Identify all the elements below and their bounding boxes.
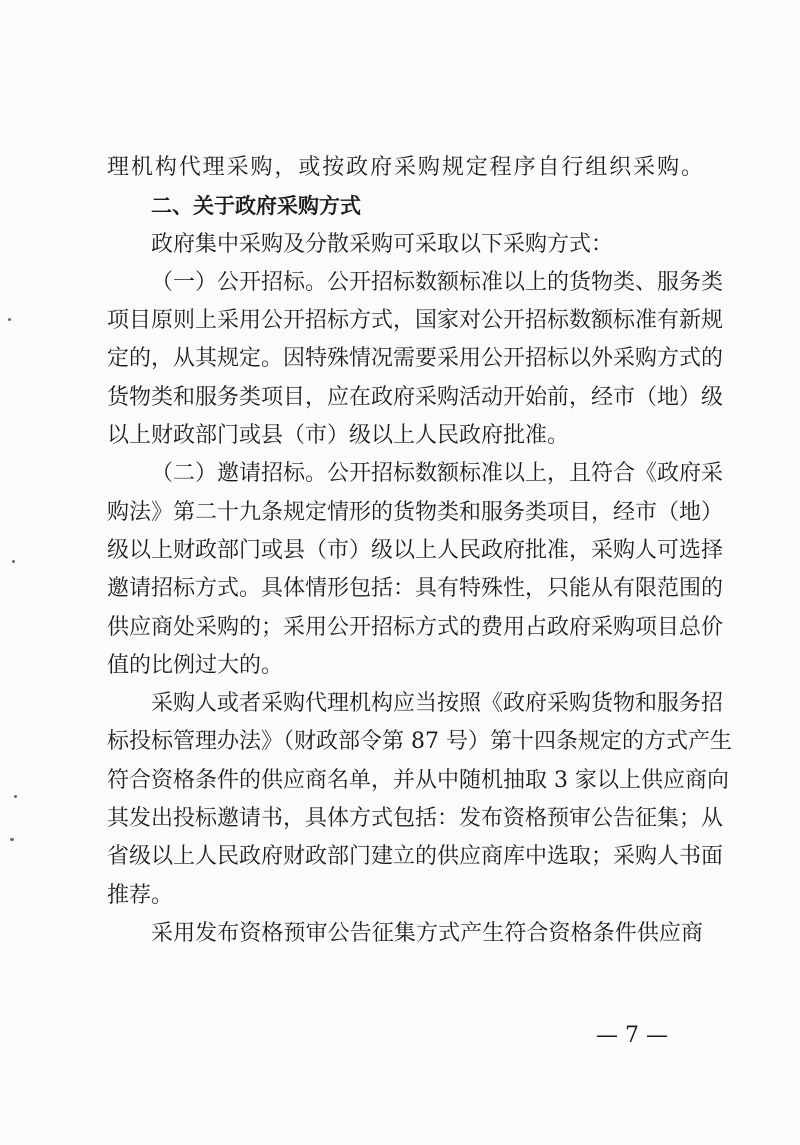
scan-speck	[14, 795, 17, 798]
body-text	[107, 149, 732, 953]
text-line-10: 购法》第二十九条规定情形的货物类和服务类项目，经市（地）	[107, 499, 724, 525]
text-line-4: （一）公开招标。公开招标数额标准以上的货物类、服务类	[151, 269, 724, 295]
text-line-1: 理机构代理采购，或按政府采购规定程序自行组织采购。	[107, 155, 703, 180]
text-line-3: 政府集中采购及分散采购可采取以下采购方式：	[151, 231, 614, 257]
page-number: — 7 —	[596, 1023, 668, 1048]
scan-speck	[10, 838, 14, 841]
text-line-19: 省级以上人民政府财政部门建立的供应商库中选取；采购人书面	[107, 844, 724, 870]
text-line-13: 供应商处采购的；采用公开招标方式的费用占政府采购项目总价	[107, 614, 724, 640]
text-line-7: 货物类和服务类项目，应在政府采购活动开始前，经市（地）级	[107, 384, 724, 410]
text-line-17: 符合资格条件的供应商名单，并从中随机抽取 3 家以上供应商向	[107, 767, 729, 793]
text-line-21: 采用发布资格预审公告征集方式产生符合资格条件供应商	[151, 920, 703, 946]
text-line-8: 以上财政部门或县（市）级以上人民政府批准。	[107, 423, 570, 449]
text-line-20: 推荐。	[107, 882, 174, 908]
section-heading: 二、关于政府采购方式	[151, 194, 361, 219]
scan-speck	[8, 318, 11, 321]
text-line-16: 标投标管理办法》（财政部令第 87 号）第十四条规定的方式产生	[107, 729, 732, 755]
text-line-15: 采购人或者采购代理机构应当按照《政府采购货物和服务招	[151, 691, 724, 717]
text-line-18: 其发出投标邀请书，具体方式包括：发布资格预审公告征集；从	[107, 806, 724, 832]
text-line-5: 项目原则上采用公开招标方式，国家对公开招标数额标准有新规	[107, 308, 724, 334]
text-line-12: 邀请招标方式。具体情形包括：具有特殊性，只能从有限范围的	[107, 576, 724, 602]
text-line-6: 定的，从其规定。因特殊情况需要采用公开招标以外采购方式的	[107, 346, 724, 372]
text-line-11: 级以上财政部门或县（市）级以上人民政府批准，采购人可选择	[107, 537, 724, 563]
scan-speck	[12, 560, 15, 563]
text-line-14: 值的比例过大的。	[107, 652, 284, 678]
text-line-9: （二）邀请招标。公开招标数额标准以上，且符合《政府采	[151, 461, 724, 487]
